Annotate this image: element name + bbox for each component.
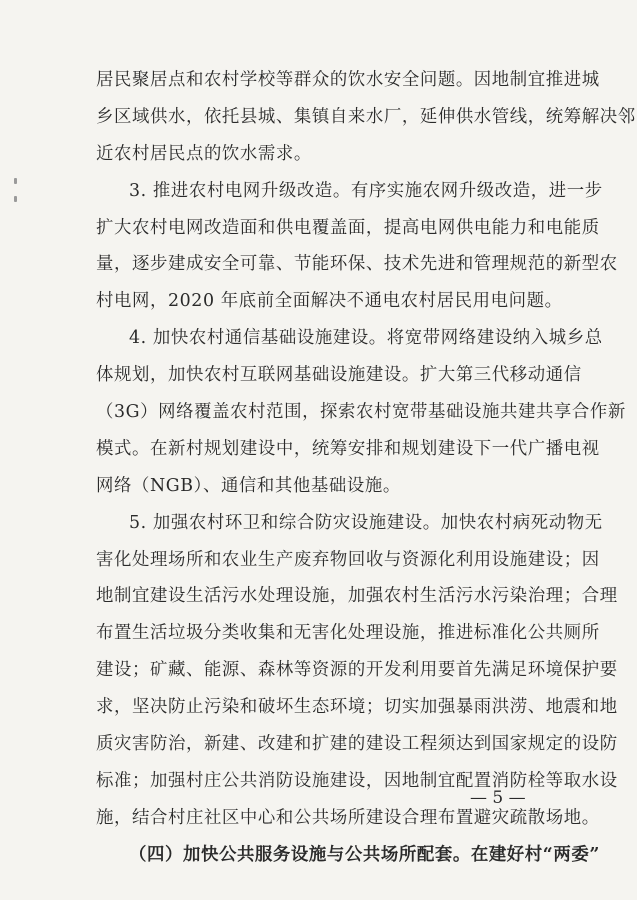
text-line: 标准；加强村庄公共消防设施建设，因地制宜配置消防栓等取水设 (96, 770, 618, 791)
text-line: 布置生活垃圾分类收集和无害化处理设施，推进标准化公共厕所 (96, 623, 600, 644)
document-body (96, 62, 636, 874)
text-line: 乡区域供水，依托县城、集镇自来水厂，延伸供水管线，统筹解决邻 (96, 106, 636, 127)
text-line: 居民聚居点和农村学校等群众的饮水安全问题。因地制宜推进城 (96, 70, 600, 90)
page-number: — 5 — (470, 788, 526, 808)
text-line: 扩大农村电网改造面和供电覆盖面，提高电网供电能力和电能质 (96, 217, 600, 238)
text-line: 地制宜建设生活污水处理设施，加强农村生活污水污染治理；合理 (96, 586, 618, 607)
text-line: 质灾害防治，新建、改建和扩建的建设工程须达到国家规定的设防 (96, 734, 618, 755)
text-line: 施，结合村庄社区中心和公共场所建设合理布置避灾疏散场地。 (96, 807, 600, 828)
text-line: 体规划，加快农村互联网基础设施建设。扩大第三代移动通信 (96, 365, 582, 386)
text-line: 求，坚决防止污染和破坏生态环境；切实加强暴雨洪涝、地震和地 (96, 697, 618, 718)
text-line: 模式。在新村规划建设中，统筹安排和规划建设下一代广播电视 (96, 438, 600, 459)
section-heading-line: 3. 推进农村电网升级改造。有序实施农网升级改造，进一步 (129, 180, 603, 201)
text-line: 网络（NGB）、通信和其他基础设施。 (96, 475, 401, 496)
section-heading-line: 4. 加快农村通信基础设施建设。将宽带网络建设纳入城乡总 (129, 328, 603, 349)
text-line: 村电网，2020 年底前全面解决不通电农村居民用电问题。 (96, 291, 563, 312)
text-line: 建设；矿藏、能源、森林等资源的开发利用要首先满足环境保护要 (96, 660, 618, 681)
text-line: （3G）网络覆盖农村范围，探索农村宽带基础设施共建共享合作新 (96, 402, 626, 423)
scan-mark (14, 178, 17, 184)
text-line: 害化处理场所和农业生产废弃物回收与资源化利用设施建设；因 (96, 549, 600, 570)
section-heading-line: 5. 加强农村环卫和综合防灾设施建设。加快农村病死动物无 (129, 512, 603, 533)
text-line: 量，逐步建成安全可靠、节能环保、技术先进和管理规范的新型农 (96, 254, 618, 275)
subsection-heading-line: （四）加快公共服务设施与公共场所配套。在建好村“两委” (129, 844, 600, 865)
scan-mark (14, 196, 17, 202)
text-line: 近农村居民点的饮水需求。 (96, 143, 312, 164)
